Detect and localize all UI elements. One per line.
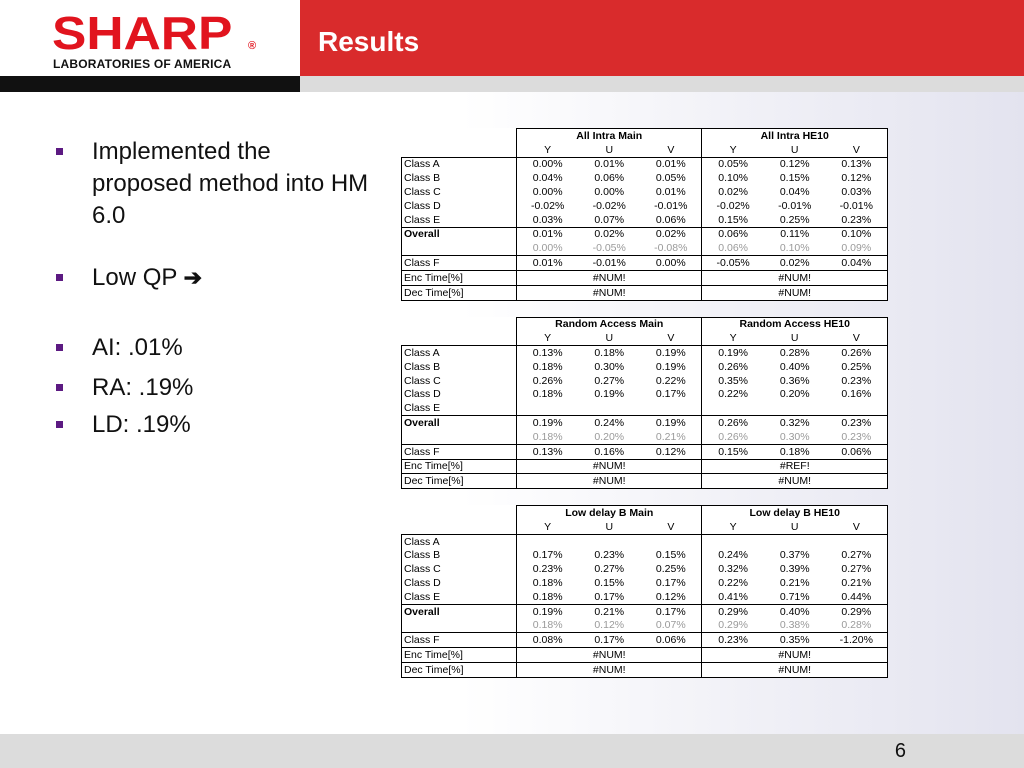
table-cell: 0.18% [517,430,579,444]
row-label: Dec Time[%] [402,662,517,677]
table-cell: 0.23% [826,213,888,227]
table-cell: #REF! [702,459,888,474]
row-label: Class B [402,360,517,374]
row-label: Class E [402,590,517,604]
table-row-time [402,270,888,285]
table-cell: 0.41% [702,590,764,604]
table-cell: 0.21% [779,577,810,589]
row-label: Class E [402,401,517,415]
table-cell: 0.11% [780,228,810,241]
table-cell: 0.23% [826,430,888,444]
column-header: V [826,331,888,345]
right-arrow-icon: ➔ [183,265,203,290]
table-cell: 0.27% [594,563,625,576]
table-cell: 0.04% [826,256,888,271]
table-row [402,576,888,590]
group-header: All Intra HE10 [702,129,888,143]
table-cell: 0.36% [779,374,810,387]
table-cell: 0.25% [655,563,686,576]
table-cell: 0.01% [655,158,686,171]
table-cell: 0.06% [702,241,764,255]
table-cell: 0.32% [779,417,810,430]
sharp-logo [0,0,300,76]
table-row-overall [402,604,888,618]
table-cell: 0.19% [655,347,686,360]
table-cell [517,534,579,548]
table-cell: #NUM! [702,270,888,285]
table-cell: 0.23% [826,374,888,388]
row-label: Class F [402,444,517,459]
bullet-item [52,262,372,294]
table-row [402,388,888,402]
logo-subtitle: LABORATORIES OF AMERICA [53,57,232,71]
header-divider-grey [300,76,1024,92]
bullet-item [52,136,372,232]
table-cell: 0.07% [578,213,640,227]
table-cell [826,401,888,415]
table-cell [764,401,826,415]
column-header: V [640,143,702,157]
table-cell: #NUM! [517,459,702,474]
table-cell: 0.05% [655,172,686,185]
table-cell: 0.04% [517,171,579,185]
table-cell: 0.19% [517,416,579,430]
table-cell: 0.18% [517,360,579,374]
table-cell: 0.15% [702,213,764,227]
table-cell: #NUM! [517,270,702,285]
group-header: All Intra Main [517,129,702,143]
table-cell: 0.10% [764,241,826,255]
table-cell [702,534,764,548]
table-cell: 0.00% [594,186,625,199]
table-row-time [402,648,888,663]
table-cell: 0.29% [702,619,764,633]
column-header: Y [517,143,579,157]
column-header: Y [702,143,764,157]
table-cell: 0.24% [702,549,764,563]
table-cell: 0.13% [517,346,579,360]
table-row [402,633,888,648]
row-label: Enc Time[%] [402,459,517,474]
table-cell [578,401,640,415]
table-cell: 0.22% [702,388,764,402]
table-cell: 0.02% [702,185,764,199]
column-header: Y [517,331,579,345]
group-header: Random Access HE10 [702,317,888,331]
table-cell: 0.29% [702,604,764,618]
bullet-text: Low QP [92,264,177,291]
bullet-item [52,409,372,441]
table-cell: -0.02% [702,199,764,213]
table-cell: 0.20% [578,430,640,444]
row-label: Enc Time[%] [402,648,517,663]
table-cell: 0.21% [594,605,625,618]
table-cell: 0.00% [640,256,702,271]
table-cell: 0.19% [594,388,625,401]
table-cell: 0.27% [826,549,888,563]
table-cell: 0.18% [594,347,625,360]
table-row [402,256,888,271]
table-cell: 0.26% [702,416,764,430]
table-cell [826,534,888,548]
table-cell: 0.32% [702,562,764,576]
table-row-time [402,474,888,489]
table-cell: 0.10% [826,227,888,241]
table-cell: 0.06% [594,172,625,185]
table-cell: 0.26% [702,430,764,444]
group-header: Low delay B Main [517,506,702,520]
column-header: U [764,143,826,157]
bullet-text: RA: .19% [92,374,194,401]
column-header: Y [702,520,764,534]
table-cell: 0.28% [826,619,888,633]
table-row [402,185,888,199]
table-cell: 0.12% [779,158,810,171]
column-header: V [640,331,702,345]
row-label: Class D [402,576,517,590]
results-table-all-intra [401,128,888,301]
table-cell: 0.18% [764,444,826,459]
table-cell: 0.18% [517,619,579,633]
row-label: Class A [402,346,517,360]
table-cell: 0.17% [655,577,686,589]
table-row [402,590,888,604]
group-header: Low delay B HE10 [702,506,888,520]
table-cell: 0.19% [702,346,764,360]
column-header: Y [702,331,764,345]
row-label: Class F [402,633,517,648]
table-cell: 0.03% [517,213,579,227]
header-divider-dark [0,76,300,92]
table-cell: 0.15% [594,577,625,589]
row-label: Dec Time[%] [402,474,517,489]
results-table-low-delay-b [401,505,888,678]
table-cell: 0.01% [517,256,579,271]
table-cell: #NUM! [517,662,702,677]
table-cell: 0.71% [764,590,826,604]
table-cell: 0.08% [517,633,579,648]
table-row-overall-secondary [402,430,888,444]
table-cell: 0.15% [702,444,764,459]
table-cell: 0.09% [826,241,888,255]
column-header: Y [517,520,579,534]
table-cell: 0.44% [826,590,888,604]
table-cell: #NUM! [702,662,888,677]
table-cell: -0.02% [517,199,579,213]
table-cell: 0.39% [779,563,810,576]
table-cell: -0.01% [778,199,812,212]
table-cell: 0.40% [779,360,810,373]
bullet-list [52,136,372,441]
table-cell: 0.15% [779,172,810,185]
table-row [402,157,888,171]
table-cell: 0.30% [594,360,625,373]
results-tables [401,128,888,678]
table-cell [640,401,702,415]
table-row [402,562,888,576]
column-header: U [764,331,826,345]
table-cell: 0.29% [826,604,888,618]
table-cell: 0.13% [517,444,579,459]
table-cell: 0.30% [764,430,826,444]
group-header: Random Access Main [517,317,702,331]
row-label: Class C [402,185,517,199]
table-row-overall [402,416,888,430]
row-label: Dec Time[%] [402,285,517,300]
table-cell: 0.16% [578,444,640,459]
table-cell: 0.27% [826,562,888,576]
table-row [402,360,888,374]
table-row [402,199,888,213]
table-cell: 0.35% [764,633,826,648]
table-cell: 0.19% [517,604,579,618]
bullet-text: AI: .01% [92,334,183,361]
table-row [402,549,888,563]
table-cell: 0.26% [702,360,764,374]
table-cell: 0.19% [655,417,686,430]
table-row [402,374,888,388]
table-cell: 0.37% [779,549,810,562]
table-cell: 0.19% [655,360,686,373]
table-cell: 0.25% [826,360,888,374]
bullet-text: LD: .19% [92,411,191,438]
table-cell: 0.17% [655,605,686,618]
table-cell: 0.04% [779,186,810,199]
slide-title: Results [318,26,420,57]
table-cell: 0.16% [826,388,888,402]
table-cell: 0.35% [702,374,764,388]
table-cell [764,534,826,548]
table-cell: 0.22% [702,576,764,590]
table-cell: 0.02% [594,228,625,241]
table-cell: 0.02% [655,228,686,241]
table-cell: -0.01% [826,199,888,213]
table-cell: 0.00% [517,157,579,171]
table-cell: 0.40% [779,605,810,618]
bullet-item [52,372,372,404]
row-label: Class D [402,199,517,213]
table-cell: -0.01% [578,256,640,271]
logo-wordmark: SHARP [52,7,233,59]
table-cell: 0.24% [594,417,625,430]
table-cell: 0.12% [578,619,640,633]
table-cell: 0.00% [517,185,579,199]
table-cell: 0.15% [655,549,686,562]
table-cell: 0.26% [517,374,579,388]
table-cell: 0.00% [517,241,579,255]
row-label: Enc Time[%] [402,270,517,285]
bullet-item [52,332,372,364]
row-label: Class B [402,549,517,563]
table-cell: 0.17% [517,549,579,563]
row-label: Class C [402,374,517,388]
column-header: U [578,331,640,345]
table-cell: 0.05% [702,157,764,171]
table-cell [578,534,640,548]
row-label: Class E [402,213,517,227]
table-cell: 0.23% [826,416,888,430]
table-cell: 0.23% [517,562,579,576]
table-cell: -0.05% [702,256,764,271]
table-cell: #NUM! [517,648,702,663]
column-header: V [826,143,888,157]
table-cell: 0.07% [640,619,702,633]
table-cell: 0.13% [826,157,888,171]
row-label: Class C [402,562,517,576]
page-number: 6 [894,740,906,762]
table-cell: 0.06% [640,633,702,648]
row-label: Overall [402,227,517,241]
bullet-square-icon [56,344,63,351]
table-row [402,444,888,459]
column-header: U [764,520,826,534]
table-row-time [402,459,888,474]
table-row-overall [402,227,888,241]
table-cell: 0.06% [826,444,888,459]
results-table-random-access [401,317,888,490]
table-cell: 0.22% [655,374,686,387]
table-cell: 0.01% [517,227,579,241]
row-label: Class A [402,157,517,171]
table-cell: #NUM! [702,285,888,300]
table-row-time [402,662,888,677]
table-row [402,534,888,548]
table-cell: 0.26% [826,346,888,360]
table-cell: 0.18% [517,576,579,590]
row-label: Class A [402,534,517,548]
table-cell: #NUM! [702,474,888,489]
table-row [402,213,888,227]
table-row-time [402,285,888,300]
bullet-square-icon [56,384,63,391]
bullet-square-icon [56,421,63,428]
table-cell [640,534,702,548]
table-cell: 0.25% [764,213,826,227]
table-row-overall-secondary [402,619,888,633]
row-label: Class B [402,171,517,185]
table-cell: 0.02% [764,256,826,271]
table-cell: -1.20% [826,633,888,648]
table-row [402,346,888,360]
table-cell: -0.02% [592,199,626,212]
table-cell [702,401,764,415]
table-row [402,401,888,415]
row-label: Class F [402,256,517,271]
table-cell: #NUM! [517,474,702,489]
column-header: U [578,520,640,534]
table-cell: 0.28% [779,347,810,360]
table-cell: 0.38% [764,619,826,633]
table-cell: 0.06% [702,227,764,241]
table-cell: 0.18% [517,590,579,604]
table-cell: 0.21% [826,576,888,590]
table-cell: 0.23% [702,633,764,648]
bullet-text: Implemented the proposed method into HM 6.0 [92,138,369,229]
table-row [402,171,888,185]
table-cell: 0.06% [640,213,702,227]
column-header: V [826,520,888,534]
bullet-square-icon [56,148,63,155]
table-cell: 0.17% [578,633,640,648]
title-bar [300,0,1024,76]
slide-header [0,0,1024,92]
slide-footer [0,734,1024,768]
bullet-square-icon [56,274,63,281]
table-cell: 0.03% [826,185,888,199]
column-header: V [640,520,702,534]
table-cell: 0.12% [640,444,702,459]
table-cell: #NUM! [517,285,702,300]
table-cell: 0.21% [640,430,702,444]
table-cell: 0.10% [702,171,764,185]
table-cell: 0.23% [594,549,625,562]
table-cell: 0.12% [826,171,888,185]
table-cell: -0.01% [654,199,688,212]
logo-registered-mark: ® [248,40,257,52]
table-cell: -0.08% [640,241,702,255]
column-header: U [578,143,640,157]
row-label: Class D [402,388,517,402]
table-cell: #NUM! [702,648,888,663]
table-cell: 0.18% [517,388,579,402]
table-cell: 0.17% [578,590,640,604]
table-cell: 0.12% [640,590,702,604]
table-cell: 0.01% [594,158,625,171]
table-row-overall-secondary [402,241,888,255]
row-label: Overall [402,604,517,618]
table-cell: 0.01% [655,186,686,199]
table-cell: 0.20% [779,388,810,401]
row-label: Overall [402,416,517,430]
table-cell: 0.27% [594,374,625,387]
table-cell: 0.17% [655,388,686,401]
table-cell: -0.05% [578,241,640,255]
table-cell [517,401,579,415]
